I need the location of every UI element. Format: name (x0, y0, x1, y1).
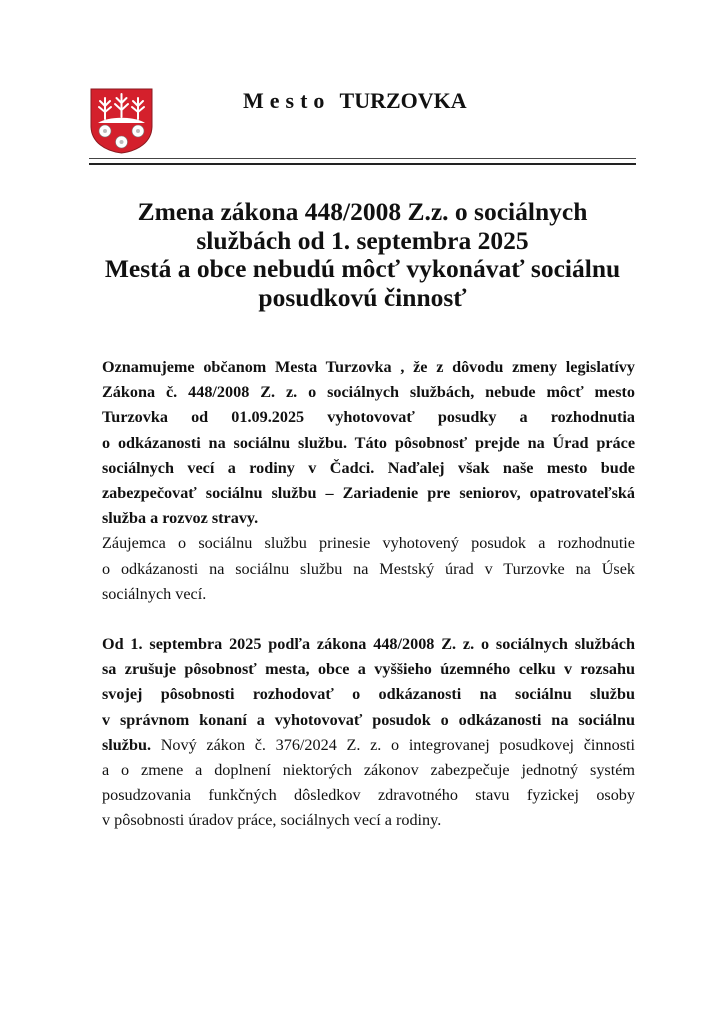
city-title (243, 88, 467, 114)
paragraph-line: služba a rozvoz stravy. (102, 509, 259, 528)
paragraph-line: sa zrušuje pôsobnosť mesta, obce a vyššieho územného celku v rozsahu (102, 660, 635, 679)
city-title-prefix: Mesto (243, 88, 331, 113)
paragraph-line: zabezpečovať sociálnu službu – Zariadenie pre seniorov, opatrovateľská (102, 484, 635, 503)
heading-line: Mestá a obce nebudú môcť vykonávať sociálnu (104, 254, 621, 283)
paragraph-line: sociálnych vecí a rodiny v Čadci. Naďalej však naše mesto bude (102, 458, 635, 477)
paragraph-line: o odkázanosti na sociálnu službu na Mestský úrad v Turzovke na Úsek (102, 559, 635, 578)
paragraph-line: Záujemca o sociálnu službu prinesie vyhotovený posudok a rozhodnutie (102, 534, 635, 553)
header-divider-thin (89, 158, 636, 159)
announcement-paragraph (102, 355, 635, 607)
paragraph-line: v správnom konaní a vyhotovovať posudok o odkázanosti na sociálnu (102, 710, 635, 729)
legal-change-paragraph (102, 632, 635, 834)
paragraph-line: sociálnych vecí. (102, 584, 207, 603)
paragraph-line: svojej pôsobnosti rozhodovať o odkázanosti na sociálnu službu (102, 685, 635, 704)
bold-fragment: službu. (102, 735, 152, 754)
paragraph-line: Zákona č. 448/2008 Z. z. o sociálnych službách, nebude môcť mesto (102, 383, 635, 402)
paragraph-line-mixed (102, 733, 635, 758)
paragraph-line: v pôsobnosti úradov práce, sociálnych vecí a rodiny. (102, 811, 442, 830)
rose-icon (116, 136, 128, 148)
paragraph-line: Turzovka od 01.09.2025 vyhotovovať posudky a rozhodnutia (102, 408, 635, 427)
heading-line: Zmena zákona 448/2008 Z.z. o sociálnych (137, 197, 588, 226)
rose-icon (99, 125, 111, 137)
heading-line: službách od 1. septembra 2025 (196, 225, 529, 255)
paragraph-line: posudzovania funkčných dôsledkov zdravotného stavu fyzickej osoby (102, 786, 635, 805)
paragraph-line: o odkázanosti na sociálnu službu. Táto pôsobnosť prejde na Úrad práce (102, 433, 635, 452)
paragraph-line: a o zmene a doplnení niektorých zákonov zabezpečuje jednotný systém (102, 761, 635, 780)
paragraph-line: Od 1. septembra 2025 podľa zákona 448/2008 Z. z. o sociálnych službách (102, 635, 635, 653)
rose-icon (132, 125, 144, 137)
header-divider-thick (89, 163, 636, 165)
document-heading (89, 198, 636, 312)
heading-line: posudkovú činnosť (258, 282, 467, 312)
city-title-name: TURZOVKA (339, 88, 467, 113)
coat-of-arms-logo (90, 88, 153, 154)
paragraph-line: Oznamujeme občanom Mesta Turzovka , že z dôvodu zmeny legislatívy (102, 358, 635, 376)
regular-fragment: Nový zákon č. 376/2024 Z. z. o integrovanej posudkovej činnosti (151, 735, 635, 754)
